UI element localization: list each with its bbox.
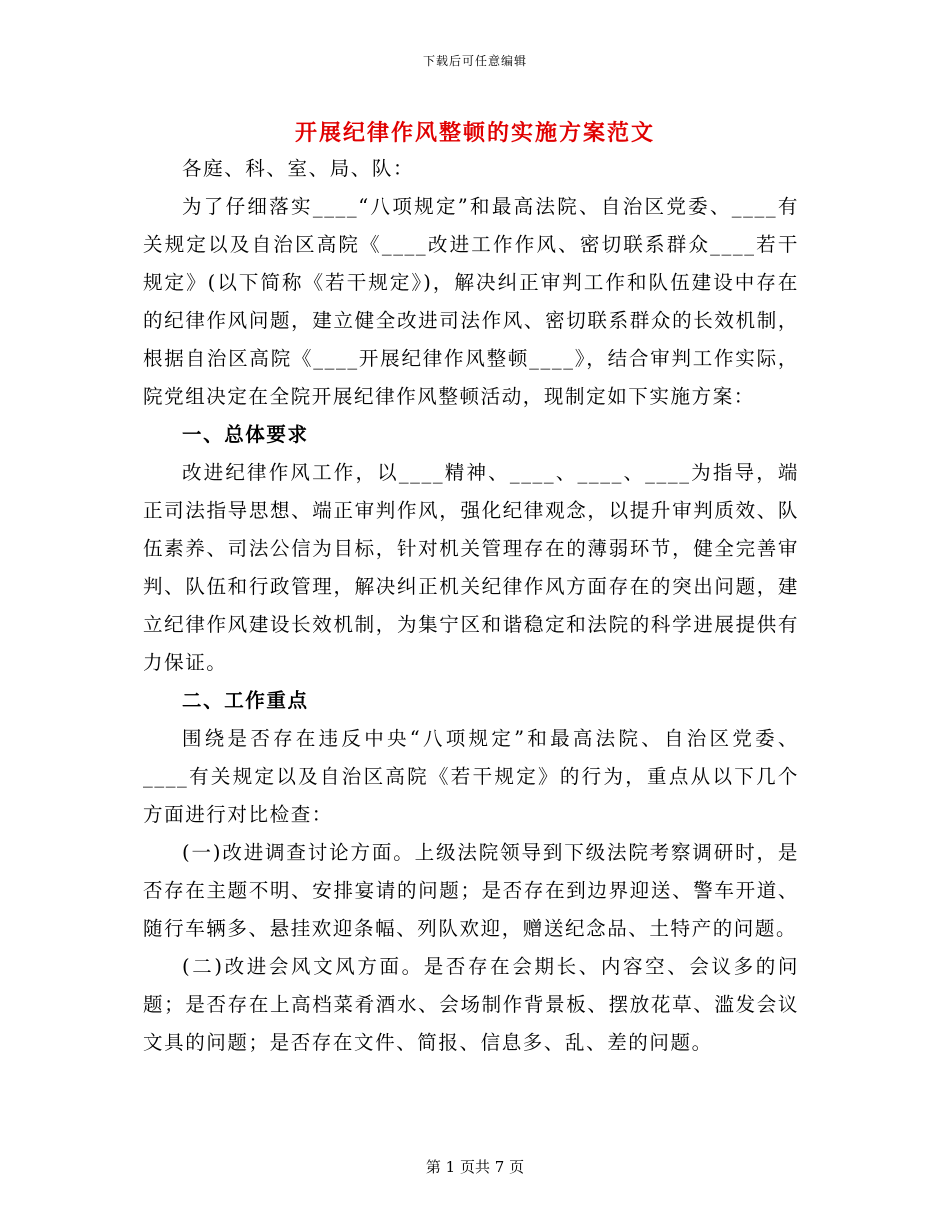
document-title: 开展纪律作风整顿的实施方案范文	[294, 120, 655, 146]
section-paragraph-work-focus: 围绕是否存在违反中央“八项规定”和最高法院、自治区党委、____有关规定以及自治区高院《若干规定》的行为，重点从以下几个方面进行对比检查：	[143, 727, 799, 826]
page-number-footer: 第 1 页共 7 页	[425, 1158, 525, 1176]
header-note: 下载后可任意编辑	[422, 54, 527, 68]
intro-paragraph: 为了仔细落实____“八项规定”和最高法院、自治区党委、____有关规定以及自治区高院《____改进工作作风、密切联系群众____若干规定》(以下简称《若干规定》)，解决纠正审判工作和队伍建设中存在的纪律作风问题，建立健全改进司法作风、密切联系群众的长效机制，根据自治区高院《____开展纪律作风整顿____》，结合审判工作实际，院党组决定在全院开展纪律作风整顿活动，现制定如下实施方案：	[143, 195, 799, 408]
section-paragraph-overall-requirements: 改进纪律作风工作，以____精神、____、____、____为指导，端正司法指导思想、端正审判作风，强化纪律观念，以提升审判质效、队伍素养、司法公信为目标，针对机关管理存在的薄弱环节，健全完善审判、队伍和行政管理，解决纠正机关纪律作风方面存在的突出问题，建立纪律作风建设长效机制，为集宁区和谐稳定和法院的科学进展提供有力保证。	[143, 461, 799, 674]
section-heading-work-focus: 二、工作重点	[182, 689, 309, 712]
document-body	[143, 150, 799, 1062]
list-item-meeting-style: (二)改进会风文风方面。是否存在会期长、内容空、会议多的问题；是否存在上高档菜肴酒水、会场制作背景板、摆放花草、滥发会议文具的问题；是否存在文件、简报、信息多、乱、差的问题。	[143, 955, 799, 1054]
salutation: 各庭、科、室、局、队：	[182, 157, 415, 180]
list-item-research: (一)改进调查讨论方面。上级法院领导到下级法院考察调研时，是否存在主题不明、安排宴请的问题；是否存在到边界迎送、警车开道、随行车辆多、悬挂欢迎条幅、列队欢迎，赠送纪念品、土特产的问题。	[143, 841, 799, 940]
section-heading-overall-requirements: 一、总体要求	[182, 423, 309, 446]
